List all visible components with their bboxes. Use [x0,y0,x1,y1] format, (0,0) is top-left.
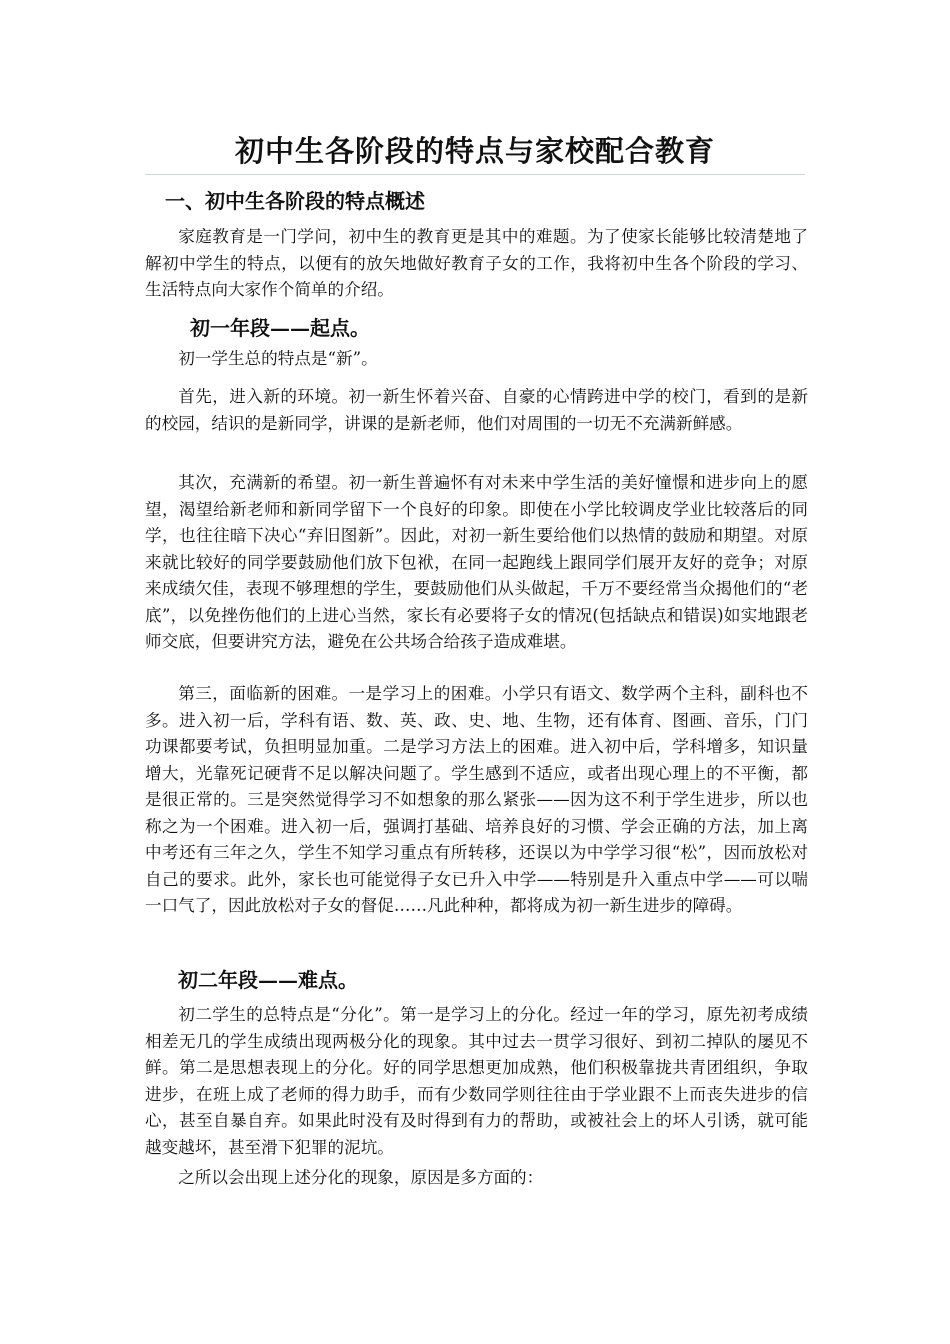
grade1-paragraph-1: 首先，进入新的环境。初一新生怀着兴奋、自豪的心情跨进中学的校门，看到的是新的校园，结识的是新同学，讲课的是新老师，他们对周围的一切无不充满新鲜感。 [145,387,808,433]
intro-paragraph: 家庭教育是一门学问，初中生的教育更是其中的难题。为了使家长能够比较清楚地了解初中学生的特点，以便有的放矢地做好教育子女的工作，我将初中生各个阶段的学习、生活特点向大家作个简单的介绍。 [145,227,808,299]
grade2-paragraph-1: 初二学生的总特点是“分化”。第一是学习上的分化。经过一年的学习，原先初考成绩相差无几的学生成绩出现两极分化的现象。其中过去一贯学习很好、到初二掉队的屡见不鲜。第二是思想表现上的分化。好的同学思想更加成熟，他们积极靠拢共青团组织，争取进步，在班上成了老师的得力助手，而有少数同学则往往由于学业跟不上而丧失进步的信心，甚至自暴自弃。如果此时没有及时得到有力的帮助，或被社会上的坏人引诱，就可能越变越坏，甚至滑下犯罪的泥坑。 [145,1005,808,1157]
grade2-heading: 初二年段——难点。 [178,968,358,992]
grade1-paragraph-2: 其次，充满新的希望。初一新生普遍怀有对未来中学生活的美好憧憬和进步向上的愿望，渴望给新老师和新同学留下一个良好的印象。即使在小学比较调皮学业比较落后的同学，也往往暗下决心“弃旧图新”。因此，对初一新生要给他们以热情的鼓励和期望。对原来就比较好的同学要鼓励他们放下包袱，在同一起跑线上跟同学们展开友好的竞争；对原来成绩欠佳，表现不够理想的学生，要鼓励他们从头做起，千万不要经常当众揭他们的“老底”，以免挫伤他们的上进心当然，家长有必要将子女的情况(包括缺点和错误)如实地跟老师交底，但要讲究方法，避免在公共场合给孩子造成难堪。 [145,473,808,651]
section-heading-overview: 一、初中生各阶段的特点概述 [165,189,425,213]
page-title: 初中生各阶段的特点与家校配合教育 [234,134,715,168]
title-divider [145,174,805,175]
grade1-summary: 初一学生总的特点是“新”。 [178,349,378,368]
grade1-heading: 初一年段——起点。 [190,316,370,340]
grade1-paragraph-3: 第三，面临新的困难。一是学习上的困难。小学只有语文、数学两个主科，副科也不多。进入初一后，学科有语、数、英、政、史、地、生物，还有体育、图画、音乐，门门功课都要考试，负担明显加重。二是学习方法上的困难。进入初中后，学科增多，知识量增大，光靠死记硬背不足以解决问题了。学生感到不适应，或者出现心理上的不平衡，都是很正常的。三是突然觉得学习不如想象的那么紧张——因为这不利于学生进步，所以也称之为一个困难。进入初一后，强调打基础、培养良好的习惯、学会正确的方法，加上离中考还有三年之久，学生不知学习重点有所转移，还误以为中学学习很“松”，因而放松对自己的要求。此外，家长也可能觉得子女已升入中学——特别是升入重点中学——可以喘一口气了，因此放松对子女的督促……凡此种种，都将成为初一新生进步的障碍。 [145,684,808,915]
grade2-paragraph-2: 之所以会出现上述分化的现象，原因是多方面的： [178,1168,544,1187]
